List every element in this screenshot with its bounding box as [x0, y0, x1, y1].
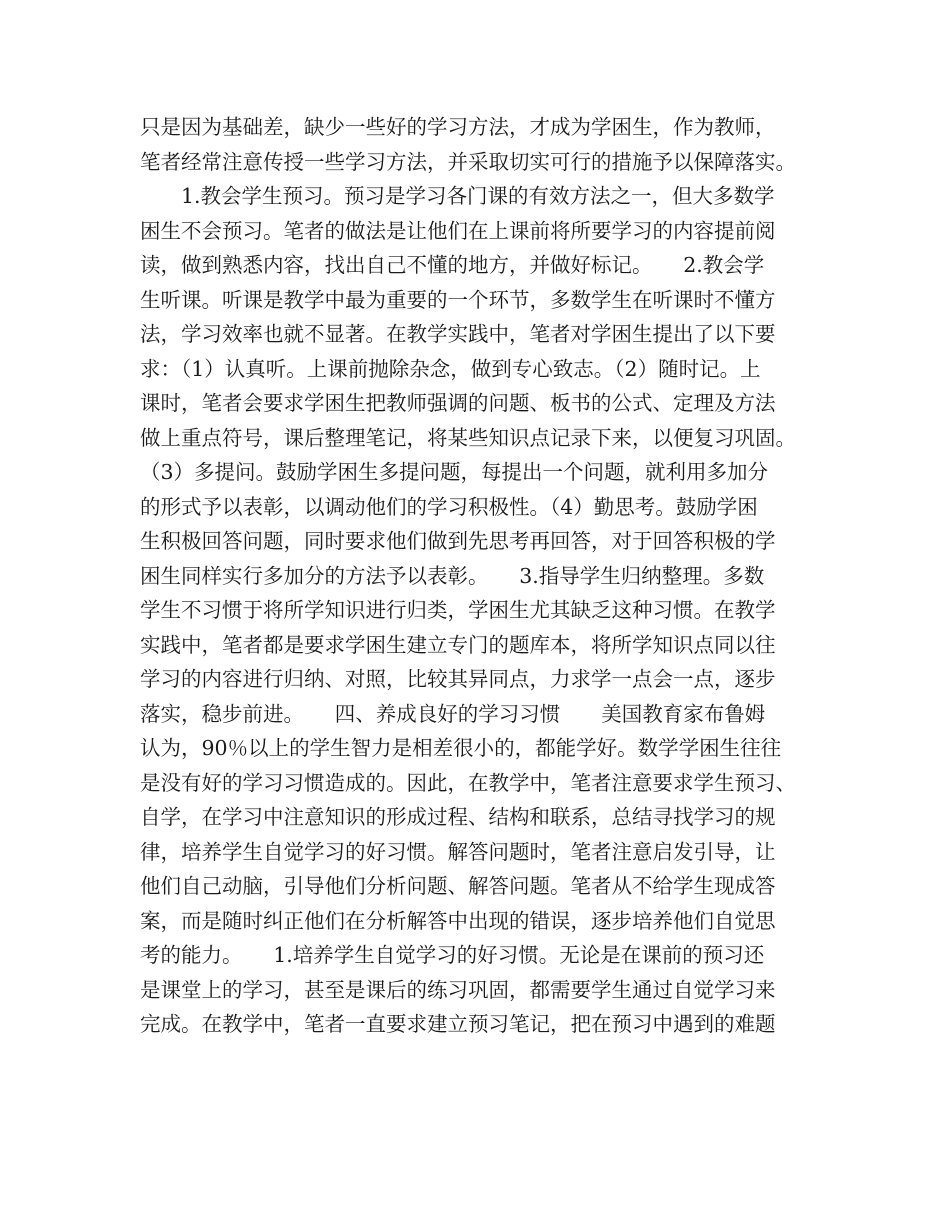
text-line: 案，而是随时纠正他们在分析解答中出现的错误，逐步培养他们自觉思	[140, 908, 776, 933]
text-line: 1.教会学生预习。预习是学习各门课的有效方法之一，但大多数学	[140, 184, 775, 208]
text-line: 的形式予以表彰，以调动他们的学习积极性。（4）勤思考。鼓励学困	[140, 494, 758, 519]
text-line: 课时，笔者会要求学困生把教师强调的问题、板书的公式、定理及方法	[140, 391, 776, 415]
text-line: 生积极回答问题，同时要求他们做到先思考再回答，对于回答积极的学	[140, 529, 776, 553]
text-line: 是没有好的学习习惯造成的。因此，在教学中，笔者注意要求学生预习、	[140, 770, 796, 795]
text-line: （3）多提问。鼓励学困生多提问题，每提出一个问题，就利用多加分	[140, 460, 769, 484]
text-line: 笔者经常注意传授一些学习方法，并采取切实可行的措施予以保障落实。	[140, 149, 796, 174]
text-line: 律，培养学生自觉学习的好习惯。解答问题时，笔者注意启发引导，让	[140, 839, 776, 864]
text-line: 读，做到熟悉内容，找出自己不懂的地方，并做好标记。 2.教会学	[140, 253, 765, 277]
body-text	[140, 110, 830, 1042]
text-line: 考的能力。 1.培养学生自觉学习的好习惯。无论是在课前的预习还	[140, 943, 765, 967]
text-line: 做上重点符号，课后整理笔记，将某些知识点记录下来，以便复习巩固。	[140, 425, 796, 450]
text-line: 法，学习效率也就不显著。在教学实践中，笔者对学困生提出了以下要	[140, 322, 776, 346]
text-line: 只是因为基础差，缺少一些好的学习方法，才成为学困生，作为教师，	[140, 115, 776, 139]
text-line: 困生同样实行多加分的方法予以表彰。 3.指导学生归纳整理。多数	[140, 563, 765, 588]
text-line: 他们自己动脑，引导他们分析问题、解答问题。笔者从不给学生现成答	[140, 874, 776, 898]
text-line: 实践中，笔者都是要求学困生建立专门的题库本，将所学知识点同以往	[140, 632, 776, 657]
text-line: 学生不习惯于将所学知识进行归类，学困生尤其缺乏这种习惯。在教学	[140, 598, 776, 622]
text-line: 是课堂上的学习，甚至是课后的练习巩固，都需要学生通过自觉学习来	[140, 977, 776, 1002]
text-line: 生听课。听课是教学中最为重要的一个环节，多数学生在听课时不懂方	[140, 287, 776, 312]
text-line: 困生不会预习。笔者的做法是让他们在上课前将所要学习的内容提前阅	[140, 218, 776, 243]
text-line: 求：（1）认真听。上课前抛除杂念，做到专心致志。（2）随时记。上	[140, 356, 761, 381]
text-line: 认为，90％以上的学生智力是相差很小的，都能学好。数学学困生往往	[140, 736, 782, 760]
text-line: 完成。在教学中，笔者一直要求建立预习笔记，把在预习中遇到的难题	[140, 1012, 776, 1036]
text-line: 落实，稳步前进。 四、养成良好的学习习惯 美国教育家布鲁姆	[140, 701, 766, 726]
text-line: 学习的内容进行归纳、对照，比较其异同点，力求学一点会一点，逐步	[140, 667, 776, 691]
text-line: 自学，在学习中注意知识的形成过程、结构和联系，总结寻找学习的规	[140, 805, 776, 829]
